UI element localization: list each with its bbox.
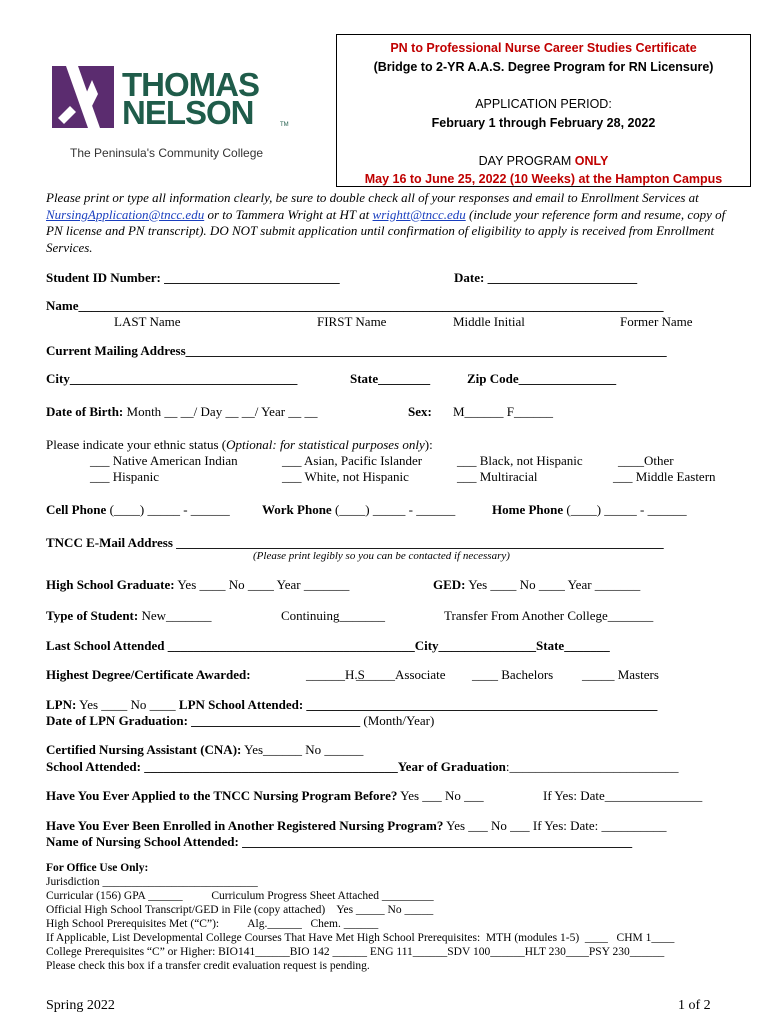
application-period-dates: February 1 through February 28, 2022 xyxy=(431,116,656,130)
logo-trademark: TM xyxy=(280,122,289,128)
student-type-field[interactable] xyxy=(46,608,212,624)
cna-blanks[interactable]: Yes______ No ______ xyxy=(241,742,364,757)
enrolled-other-blanks[interactable]: Yes ___ No ___ If Yes: Date: __________ xyxy=(443,818,667,833)
day-program-line xyxy=(337,154,750,168)
zip-field[interactable]: Zip Code_______________ xyxy=(467,371,617,386)
cell-phone-blanks[interactable]: (____) _____ - ______ xyxy=(106,502,230,517)
cna-field[interactable] xyxy=(46,742,363,758)
degree-masters[interactable]: _____ Masters xyxy=(582,667,659,682)
program-title: PN to Professional Nurse Career Studies Certificate xyxy=(390,41,697,55)
applied-before-field[interactable] xyxy=(46,788,484,804)
ethnic-prompt-optional: Optional: for statistical purposes only xyxy=(226,437,425,452)
day-program-label: DAY PROGRAM xyxy=(478,154,575,168)
intro-text-3: (include your reference form and resume, copy of PN license and PN transcript). DO NOT submit application until confirmation of eligibility to apply is received from Enrollment Services. xyxy=(46,206,726,255)
ethnic-multiracial[interactable]: ___ Multiracial xyxy=(457,469,538,484)
student-type-transfer[interactable]: Transfer From Another College_______ xyxy=(444,608,654,623)
lpn-graduation-field[interactable] xyxy=(46,713,434,729)
thomas-nelson-logo xyxy=(52,66,292,166)
logo-line-2: NELSON xyxy=(122,94,254,131)
name-field[interactable]: Name__________________________________________________________________________________________ xyxy=(46,298,664,313)
lpn-graduation-unit: (Month/Year) xyxy=(363,713,435,728)
student-type-new[interactable]: New_______ xyxy=(138,608,212,623)
ethnic-native-american[interactable]: ___ Native American Indian xyxy=(90,453,238,468)
lpn-school-blank[interactable]: ______________________________________________________ xyxy=(303,697,658,712)
sex-label: Sex: xyxy=(408,404,432,419)
ethnic-black[interactable]: ___ Black, not Hispanic xyxy=(457,453,583,468)
cna-school-field[interactable] xyxy=(46,759,678,775)
home-phone-field[interactable] xyxy=(492,502,687,518)
ged-field[interactable] xyxy=(433,577,640,593)
office-jurisdiction: Jurisdiction ___________________________ xyxy=(46,876,258,888)
ethnic-white[interactable]: ___ White, not Hispanic xyxy=(282,469,409,484)
logo-mark-icon xyxy=(52,66,114,128)
cell-phone-field[interactable] xyxy=(46,502,230,518)
student-type-continuing[interactable]: Continuing_______ xyxy=(281,608,386,623)
cna-label: Certified Nursing Assistant (CNA): xyxy=(46,742,242,757)
applied-before-label: Have You Ever Applied to the TNCC Nursing Program Before? xyxy=(46,788,398,803)
office-transfer-check: Please check this box if a transfer credit evaluation request is pending. xyxy=(46,960,370,972)
last-school-field[interactable]: Last School Attended ______________________________________City_______________State_______ xyxy=(46,638,610,653)
dob-field[interactable] xyxy=(46,404,318,420)
cna-graduation-blank[interactable]: :__________________________ xyxy=(505,759,679,774)
tncc-email-note: (Please print legibly so you can be contacted if necessary) xyxy=(253,550,510,562)
office-prerequisites: High School Prerequisites Met (“C”): Alg.______ Chem. ______ xyxy=(46,918,379,930)
degree-associate[interactable]: ______Associate xyxy=(356,667,446,682)
cell-phone-label: Cell Phone xyxy=(46,502,107,517)
work-phone-blanks[interactable]: (____) _____ - ______ xyxy=(331,502,456,517)
application-period-label: APPLICATION PERIOD: xyxy=(475,97,612,111)
applied-before-date[interactable]: If Yes: Date_______________ xyxy=(543,788,703,803)
mailing-address-field[interactable]: Current Mailing Address__________________________________________________________________________ xyxy=(46,343,667,358)
home-phone-label: Home Phone xyxy=(492,502,564,517)
ethnic-asian[interactable]: ___ Asian, Pacific Islander xyxy=(282,453,423,468)
degree-label: Highest Degree/Certificate Awarded: xyxy=(46,667,251,682)
program-dates-campus: May 16 to June 25, 2022 (10 Weeks) at the Hampton Campus xyxy=(364,172,723,186)
degree-bachelors[interactable]: ____ Bachelors xyxy=(472,667,554,682)
hs-graduate-field[interactable] xyxy=(46,577,349,593)
enrolled-other-label: Have You Ever Been Enrolled in Another Registered Nursing Program? xyxy=(46,818,444,833)
footer-page-number: 1 of 2 xyxy=(678,998,711,1013)
dob-label: Date of Birth: xyxy=(46,404,124,419)
program-subtitle: (Bridge to 2-YR A.A.S. Degree Program for RN Licensure) xyxy=(373,60,714,74)
lpn-label: LPN: xyxy=(46,697,77,712)
wright-email-link[interactable]: wrightt@tncc.edu xyxy=(372,206,466,222)
student-type-label: Type of Student: xyxy=(46,608,139,623)
name-last-label: LAST Name xyxy=(114,314,181,329)
work-phone-label: Work Phone xyxy=(262,502,332,517)
day-program-only: ONLY xyxy=(574,154,609,168)
state-field[interactable]: State________ xyxy=(350,371,431,386)
office-developmental-courses: If Applicable, List Developmental College Courses That Have Met High School Prerequisites: MTH (modules 1-5) ____ CHM 1____ xyxy=(46,932,675,944)
office-curricular: Curricular (156) GPA ______ Curriculum Progress Sheet Attached _________ xyxy=(46,890,434,902)
ethnic-prompt-c: ): xyxy=(424,437,433,452)
name-middle-label: Middle Initial xyxy=(453,314,525,329)
ged-label: GED: xyxy=(433,577,466,592)
intro-text-1: Please print or type all information clearly, be sure to double check all of your responses and email to Enrollment Services at xyxy=(46,190,699,205)
student-id-field[interactable]: Student ID Number: ___________________________ xyxy=(46,270,340,285)
lpn-graduation-blank[interactable]: __________________________ xyxy=(187,713,364,728)
date-field[interactable]: Date: _______________________ xyxy=(454,270,638,285)
program-header-box xyxy=(336,34,751,187)
hs-graduate-label: High School Graduate: xyxy=(46,577,175,592)
cna-school-label: School Attended: _______________________________________Year of Graduation xyxy=(46,759,506,774)
city-field[interactable]: City___________________________________ xyxy=(46,371,298,386)
logo-tagline: The Peninsula's Community College xyxy=(70,146,264,160)
nursing-school-field[interactable]: Name of Nursing School Attended: ____________________________________________________________ xyxy=(46,834,633,849)
lpn-school-label: LPN School Attended: xyxy=(178,697,304,712)
degree-hs[interactable]: ______H.S xyxy=(306,667,365,682)
nursing-application-email-link[interactable]: NursingApplication@tncc.edu xyxy=(46,206,205,222)
work-phone-field[interactable] xyxy=(262,502,455,518)
logo-line-1: THOMAS xyxy=(122,66,259,103)
instructions-paragraph xyxy=(46,190,736,256)
enrolled-other-field[interactable] xyxy=(46,818,667,834)
lpn-graduation-label: Date of LPN Graduation: xyxy=(46,713,188,728)
hs-graduate-blanks[interactable]: Yes ____ No ____ Year _______ xyxy=(174,577,350,592)
ethnic-other[interactable]: ____Other xyxy=(618,453,674,468)
ethnic-prompt xyxy=(46,437,433,453)
lpn-field[interactable] xyxy=(46,697,657,713)
sex-field[interactable]: M______ F______ xyxy=(453,404,554,419)
tncc-email-field[interactable]: TNCC E-Mail Address ___________________________________________________________________________ xyxy=(46,535,664,550)
name-former-label: Former Name xyxy=(620,314,693,329)
intro-text-2: or to Tammera Wright at HT at xyxy=(204,206,373,222)
ethnic-middle-eastern[interactable]: ___ Middle Eastern xyxy=(613,469,716,484)
ged-blanks[interactable]: Yes ____ No ____ Year _______ xyxy=(465,577,641,592)
office-use-heading: For Office Use Only: xyxy=(46,862,149,874)
ethnic-prompt-a: Please indicate your ethnic status ( xyxy=(46,437,227,452)
office-college-prerequisites: College Prerequisites “C” or Higher: BIO141______BIO 142 ______ ENG 111______SDV 100______HLT 230____PSY 230______ xyxy=(46,946,665,958)
ethnic-hispanic[interactable]: ___ Hispanic xyxy=(90,469,159,484)
footer-term: Spring 2022 xyxy=(46,998,115,1013)
office-transcript: Official High School Transcript/GED in File (copy attached) Yes _____ No _____ xyxy=(46,904,434,916)
name-first-label: FIRST Name xyxy=(317,314,387,329)
dob-blanks[interactable]: Month __ __/ Day __ __/ Year __ __ xyxy=(123,404,318,419)
home-phone-blanks[interactable]: (____) _____ - ______ xyxy=(563,502,687,517)
applied-before-blanks[interactable]: Yes ___ No ___ xyxy=(397,788,484,803)
lpn-blanks[interactable]: Yes ____ No ____ xyxy=(76,697,179,712)
